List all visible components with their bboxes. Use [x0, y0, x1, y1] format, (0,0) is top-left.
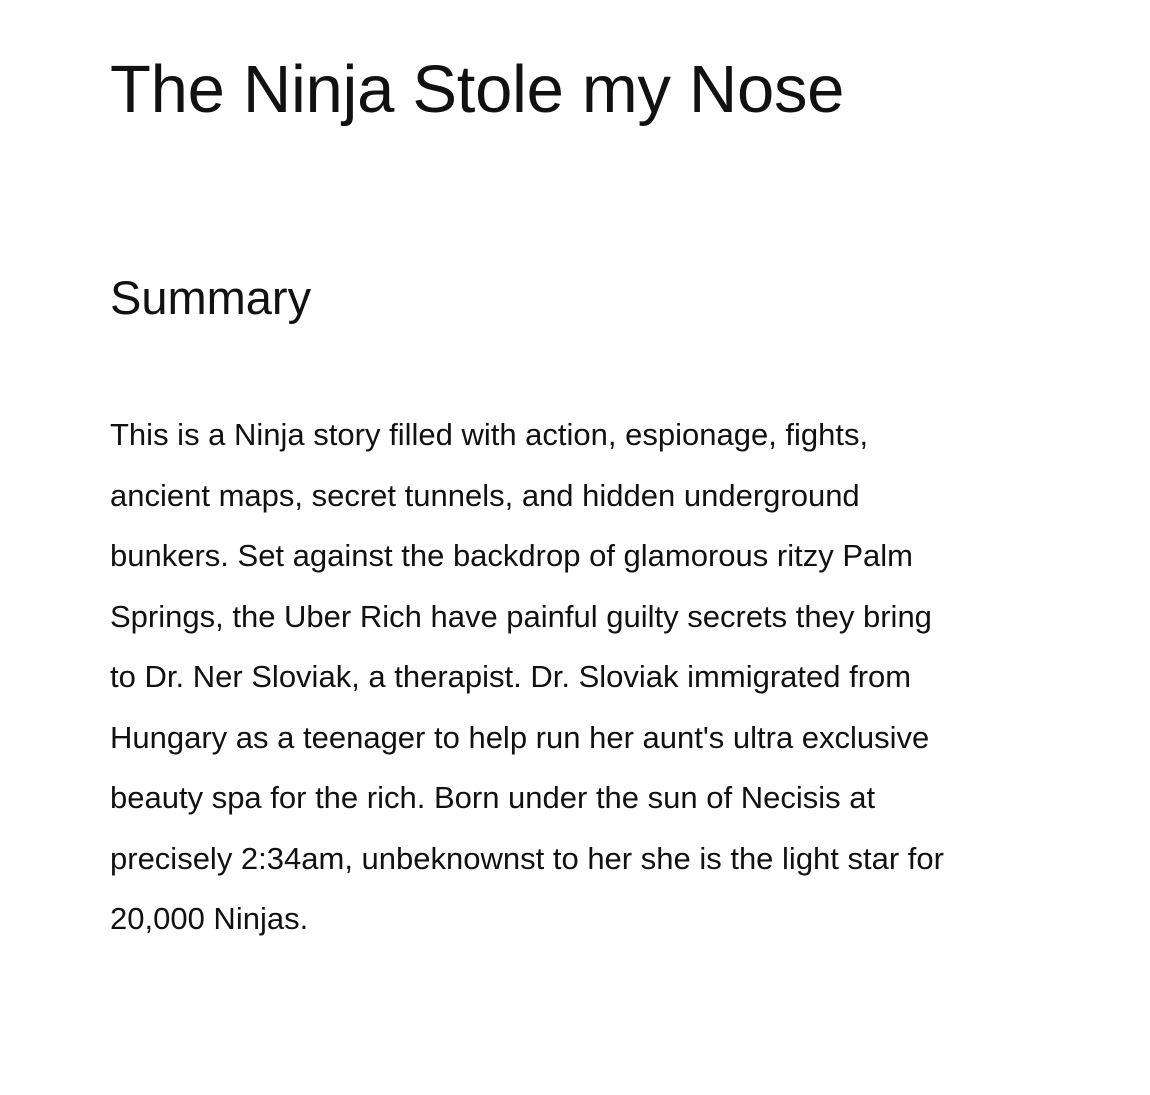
summary-line: beauty spa for the rich. Born under the sun of Necisis at	[110, 780, 876, 815]
summary-heading: Summary	[110, 271, 312, 324]
summary-line: bunkers. Set against the backdrop of glamorous ritzy Palm	[110, 538, 913, 573]
summary-line: 20,000 Ninjas.	[110, 901, 309, 936]
summary-line: Springs, the Uber Rich have painful guilty secrets they bring	[110, 598, 932, 634]
document-title: The Ninja Stole my Nose	[110, 52, 845, 127]
summary-line: Hungary as a teenager to help run her aunt's ultra exclusive	[110, 719, 930, 755]
summary-line: ancient maps, secret tunnels, and hidden underground	[110, 477, 860, 513]
summary-line: This is a Ninja story filled with action, espionage, fights,	[110, 417, 869, 452]
summary-paragraph	[110, 405, 1100, 950]
summary-line: to Dr. Ner Sloviak, a therapist. Dr. Sloviak immigrated from	[110, 659, 912, 694]
summary-line: precisely 2:34am, unbeknownst to her she is the light star for	[110, 840, 944, 876]
